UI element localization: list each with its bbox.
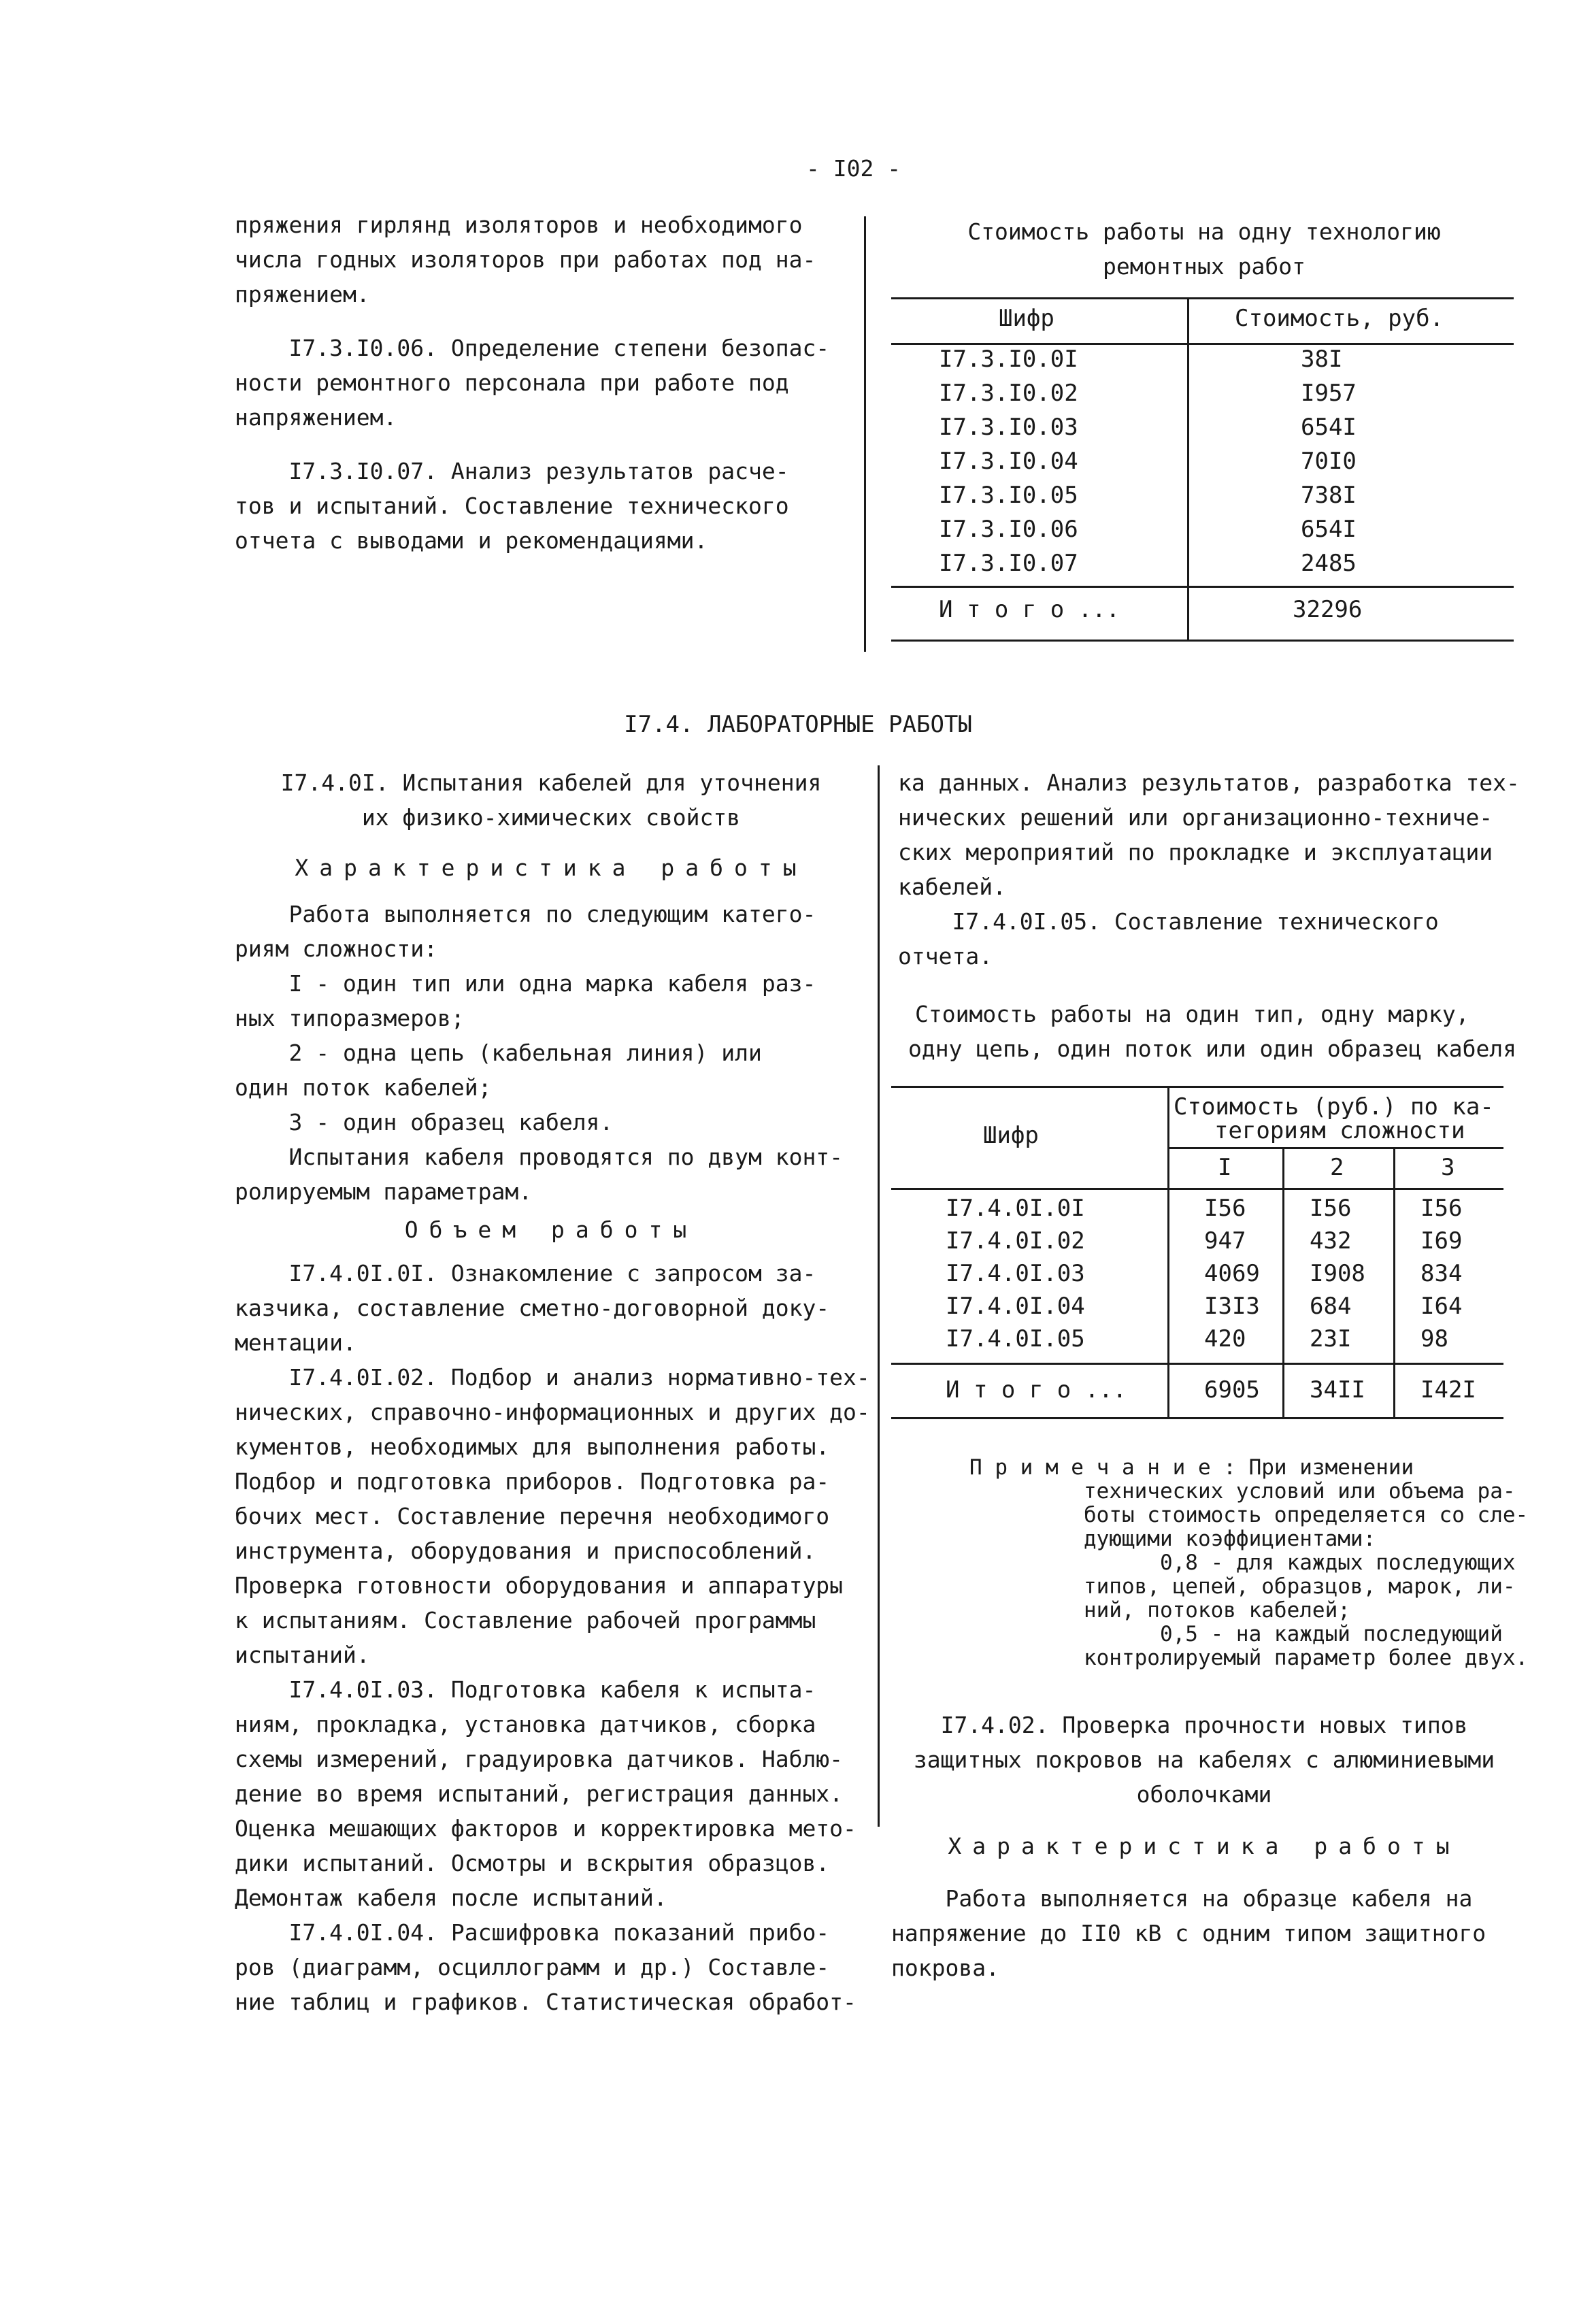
char-text-left [235,897,843,1209]
table2-total-value: 6905 [1204,1376,1260,1404]
heading-17-4-02: защитных покровов на кабелях с алюминиевыми [913,1746,1495,1773]
table-row-code: I7.4.0I.0I [946,1195,1085,1222]
table-row-code: I7.4.0I.02 [946,1227,1085,1255]
note-line: боты стоимость определяется со сле- [969,1503,1529,1527]
table-row-cost: 70I0 [1301,448,1357,475]
text-line: числа годных изоляторов при работах под на- [235,246,816,273]
note-line: типов, цепей, образцов, марок, ли- [969,1574,1516,1599]
table-row-cost: 2485 [1301,550,1357,577]
table-cell: I3I3 [1204,1293,1260,1320]
text-line: ров (диаграмм, осциллограмм и др.) Составле- [235,1954,830,1980]
table2-total-value: I42I [1420,1376,1476,1404]
text-line: напряжение до II0 кВ с одним типом защитного [891,1920,1486,1946]
column-divider-lower [878,765,880,1827]
text-line: один поток кабелей; [235,1074,492,1101]
table-row-cost: I957 [1301,380,1357,407]
text-line: тов и испытаний. Составление технического [235,493,789,519]
heading-17-4-01-sub: их физико-химических свойств [361,804,741,831]
text-line: испытаний. [235,1642,370,1668]
text-line: I7.4.0I.03. Подготовка кабеля к испыта- [235,1676,816,1703]
table1-total-rule [891,586,1514,588]
table1-col-divider [1187,297,1189,640]
text-line: пряжением. [235,281,370,308]
table2-cat-header: 3 [1441,1154,1455,1181]
heading-17-4-02: I7.4.02. Проверка прочности новых типов [940,1712,1468,1738]
table2-col-divider [1167,1086,1169,1417]
table-row-cost: 654I [1301,516,1357,543]
text-line: нических решений или организационно-техниче- [898,804,1493,831]
text-line: риям сложности: [235,935,438,962]
text-line: I7.4.0I.04. Расшифровка показаний прибо- [235,1919,830,1946]
table-cell: I56 [1420,1195,1463,1222]
table-cell: 420 [1204,1325,1246,1353]
text-line: I - один тип или одна марка кабеля раз- [235,970,816,997]
text-line: ролируемым параметрам. [235,1178,533,1205]
note-line: ний, потоков кабелей; [969,1598,1350,1623]
table-cell: 834 [1420,1260,1463,1287]
note-line: контролируемый параметр более двух. [969,1646,1529,1670]
table-cell: I69 [1420,1227,1463,1255]
final-text [891,1881,1486,1985]
table-row-code: I7.4.0I.04 [946,1293,1085,1320]
text-line: ка данных. Анализ результатов, разработка тех- [898,769,1520,796]
top-left-text [235,208,829,558]
column-divider [864,216,866,652]
table-row-cost: 654I [1301,414,1357,441]
table1-header-code: Шифр [999,305,1054,332]
table2-top-rule [891,1086,1503,1088]
text-line: 3 - один образец кабеля. [235,1109,614,1135]
text-line: ние таблиц и графиков. Статистическая обработ- [235,1989,857,2015]
table-cell: 98 [1420,1325,1448,1353]
text-line: 2 - одна цепь (кабельная линия) или [235,1040,762,1066]
table2-cat-header: 2 [1330,1154,1344,1181]
table1-header-cost: Стоимость, руб. [1235,305,1444,332]
table2-total-value: 34II [1310,1376,1365,1404]
table2-header-code: Шифр [983,1122,1039,1149]
table-row-code: I7.4.0I.05 [946,1325,1085,1353]
text-line: бочих мест. Составление перечня необходимого [235,1503,830,1529]
text-line: I7.4.0I.05. Составление технического [898,908,1439,935]
table-row-code: I7.4.0I.03 [946,1260,1085,1287]
note-line: 0,5 - на каждый последующий [969,1622,1503,1646]
text-line: инструмента, оборудования и приспособлений. [235,1538,816,1564]
table1-caption: Стоимость работы на одну технологию [967,218,1441,245]
table1-total-label: И т о г о ... [939,596,1120,623]
section-title: I7.4. ЛАБОРАТОРНЫЕ РАБОТЫ [624,711,972,738]
text-line: Работа выполняется по следующим катего- [235,901,816,927]
table1-top-rule [891,297,1514,299]
table-row-cost: 738I [1301,482,1357,509]
text-line: I7.4.0I.0I. Ознакомление с запросом за- [235,1260,816,1287]
heading-17-4-02: оболочками [1136,1781,1272,1808]
table2-caption: Стоимость работы на один тип, одну марку, [915,1001,1469,1027]
table2-header-cost: тегориям сложности [1214,1117,1465,1144]
note-block [969,1456,1528,1670]
text-line: Испытания кабеля проводятся по двум конт- [235,1144,844,1170]
text-line: кабелей. [898,874,1006,900]
table2-cat-header: I [1218,1154,1232,1181]
table-row-code: I7.3.I0.03 [939,414,1078,441]
text-line: ских мероприятий по прокладке и эксплуатации [898,839,1493,865]
table-cell: 4069 [1204,1260,1260,1287]
text-line: I7.3.I0.07. Анализ результатов расче- [235,458,789,484]
table-cell: I56 [1310,1195,1352,1222]
table2-header-rule [891,1188,1503,1190]
table-cell: I56 [1204,1195,1246,1222]
heading-17-4-01: I7.4.0I. Испытания кабелей для уточнения [280,769,822,796]
text-line: к испытаниям. Составление рабочей программы [235,1607,816,1633]
text-line: нических, справочно-информационных и других до- [235,1399,870,1425]
text-line: Проверка готовности оборудования и аппаратуры [235,1572,844,1599]
note-line: дующими коэффициентами: [969,1527,1376,1551]
text-line: отчета с выводами и рекомендациями. [235,527,708,554]
page-number: - I02 - [806,155,901,182]
table-row-code: I7.3.I0.04 [939,448,1078,475]
text-line: ности ремонтного персонала при работе под [235,369,789,396]
char-title-right: Характеристика работы [948,1833,1461,1859]
char-title-left: Характеристика работы [295,855,808,881]
table2-total-rule [891,1363,1503,1365]
table2-col-divider [1282,1147,1284,1417]
text-line: Подбор и подготовка приборов. Подготовка ра- [235,1468,830,1495]
table-row-cost: 38I [1301,346,1343,373]
table2-bottom-rule [891,1417,1503,1419]
table1-total-value: 32296 [1293,596,1363,623]
text-line: напряжением. [235,404,397,431]
table2-header-cost: Стоимость (руб.) по ка- [1174,1093,1494,1121]
table-row-code: I7.3.I0.07 [939,550,1078,577]
table-cell: 432 [1310,1227,1352,1255]
table-cell: 23I [1310,1325,1352,1353]
text-line: Демонтаж кабеля после испытаний. [235,1885,667,1911]
text-line: ментации. [235,1329,356,1356]
text-line: казчика, составление сметно-договорной доку- [235,1295,830,1321]
text-line: ниям, прокладка, установка датчиков, сборка [235,1711,816,1738]
text-line: Оценка мешающих факторов и корректировка мето- [235,1815,857,1842]
note-line: технических условий или объема ра- [969,1479,1516,1504]
table-cell: I908 [1310,1260,1365,1287]
text-line: кументов, необходимых для выполнения работы. [235,1433,830,1460]
table2-subhead-rule [1169,1147,1503,1149]
table-row-code: I7.3.I0.02 [939,380,1078,407]
right-cont-text [898,765,1520,974]
note-line: П р и м е ч а н и е : При изменении [969,1455,1414,1480]
text-line: покрова. [891,1955,999,1981]
table1-bottom-rule [891,640,1514,642]
volume-title: Объем работы [404,1216,698,1243]
table-row-code: I7.3.I0.05 [939,482,1078,509]
table-cell: I64 [1420,1293,1463,1320]
text-line: I7.3.I0.06. Определение степени безопас- [235,335,830,361]
table2-total-label: И т о г о ... [946,1376,1127,1404]
table1-caption: ремонтных работ [1102,253,1306,280]
text-line: пряжения гирлянд изоляторов и необходимого [235,212,803,238]
text-line: ных типоразмеров; [235,1005,465,1031]
table-row-code: I7.3.I0.0I [939,346,1078,373]
table-cell: 684 [1310,1293,1352,1320]
table-row-code: I7.3.I0.06 [939,516,1078,543]
volume-text [235,1256,870,2019]
text-line: отчета. [898,943,993,969]
text-line: Работа выполняется на образце кабеля на [891,1885,1473,1912]
table-cell: 947 [1204,1227,1246,1255]
text-line: дики испытаний. Осмотры и вскрытия образцов. [235,1850,830,1876]
text-line: I7.4.0I.02. Подбор и анализ нормативно-тех- [235,1364,870,1391]
text-line: схемы измерений, градуировка датчиков. Наблю- [235,1746,844,1772]
table2-col-divider [1393,1147,1395,1417]
table2-caption: одну цепь, один поток или один образец кабеля [908,1035,1517,1062]
text-line: дение во время испытаний, регистрация данных. [235,1780,844,1807]
note-line: 0,8 - для каждых последующих [969,1550,1516,1575]
